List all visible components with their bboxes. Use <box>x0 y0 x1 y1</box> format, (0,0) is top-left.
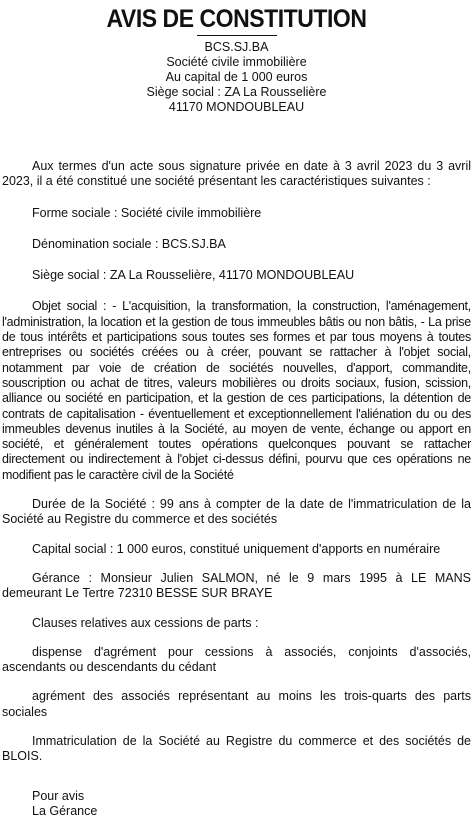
signature-line-2: La Gérance <box>32 803 98 818</box>
capital-social: Capital social : 1 000 euros, constitué uniquement d'apports en numéraire <box>32 541 441 556</box>
company-header <box>2 40 471 115</box>
company-name: BCS.SJ.BA <box>204 40 269 54</box>
signature-block <box>2 789 471 819</box>
clauses-cessions: Clauses relatives aux cessions de parts : <box>32 615 259 630</box>
company-capital: Au capital de 1 000 euros <box>165 70 308 84</box>
duree-societe: Durée de la Société : 99 ans à compter de la date de l'immatriculation de la Société au Registre du commerce et des sociétés <box>2 497 471 527</box>
legal-notice <box>0 4 473 818</box>
siege-social: Siège social : ZA La Rousselière, 41170 MONDOUBLEAU <box>32 268 355 283</box>
forme-sociale: Forme sociale : Société civile immobilière <box>32 205 262 220</box>
company-type: Société civile immobilière <box>166 55 307 69</box>
company-siege: Siège social : ZA La Rousselière <box>146 85 327 99</box>
agrement-associes: agrément des associés représentant au moins les trois-quarts des parts sociales <box>2 689 471 719</box>
signature-line-1: Pour avis <box>32 788 85 803</box>
denomination-sociale: Dénomination sociale : BCS.SJ.BA <box>32 236 226 251</box>
title-rule <box>197 35 277 36</box>
intro-paragraph: Aux termes d'un acte sous signature privée en date à 3 avril 2023 du 3 avril 2023, il a été constitué une société présentant les caractéristiques suivantes : <box>2 159 471 189</box>
notice-title: AVIS DE CONSTITUTION <box>106 5 367 33</box>
dispense-agrement: dispense d'agrément pour cessions à associés, conjoints d'associés, ascendants ou descendants du cédant <box>2 644 471 675</box>
immatriculation: Immatriculation de la Société au Registre du commerce et des sociétés de BLOIS. <box>2 734 471 764</box>
objet-social: Objet social : - L'acquisition, la transformation, la construction, l'aménagement, l'administration, la location et la gestion de tous immeubles bâtis ou non bâtis, - La prise de tous intérêts et participations sous toutes ses formes et par tous moyens à toutes entreprises ou sociétés créées ou à créer, pouvant se rattacher à l'objet social, notamment par voie de création de sociétés nouvelles, d'apport, commandite, souscription ou achat de titres, valeurs mobilières ou droits sociaux, fusion, scission, alliance ou société en participation, et la gestion de ces participations, la détention de contrats de capitalisation - éventuellement et exceptionnellement l'aliénation du ou des immeubles devenus inutiles à la Société, au moyen de vente, échange ou apport en société, et généralement toutes opérations quelconques pouvant se rattacher directement ou indirectement à l'objet ci-dessus défini, pourvu que ces opérations ne modifient pas le caractère civil de la Société <box>2 299 471 482</box>
notice-body <box>2 159 471 765</box>
gerance: Gérance : Monsieur Julien SALMON, né le 9 mars 1995 à LE MANS demeurant Le Tertre 72310 BESSE SUR BRAYE <box>2 570 471 601</box>
company-city: 41170 MONDOUBLEAU <box>168 100 305 114</box>
